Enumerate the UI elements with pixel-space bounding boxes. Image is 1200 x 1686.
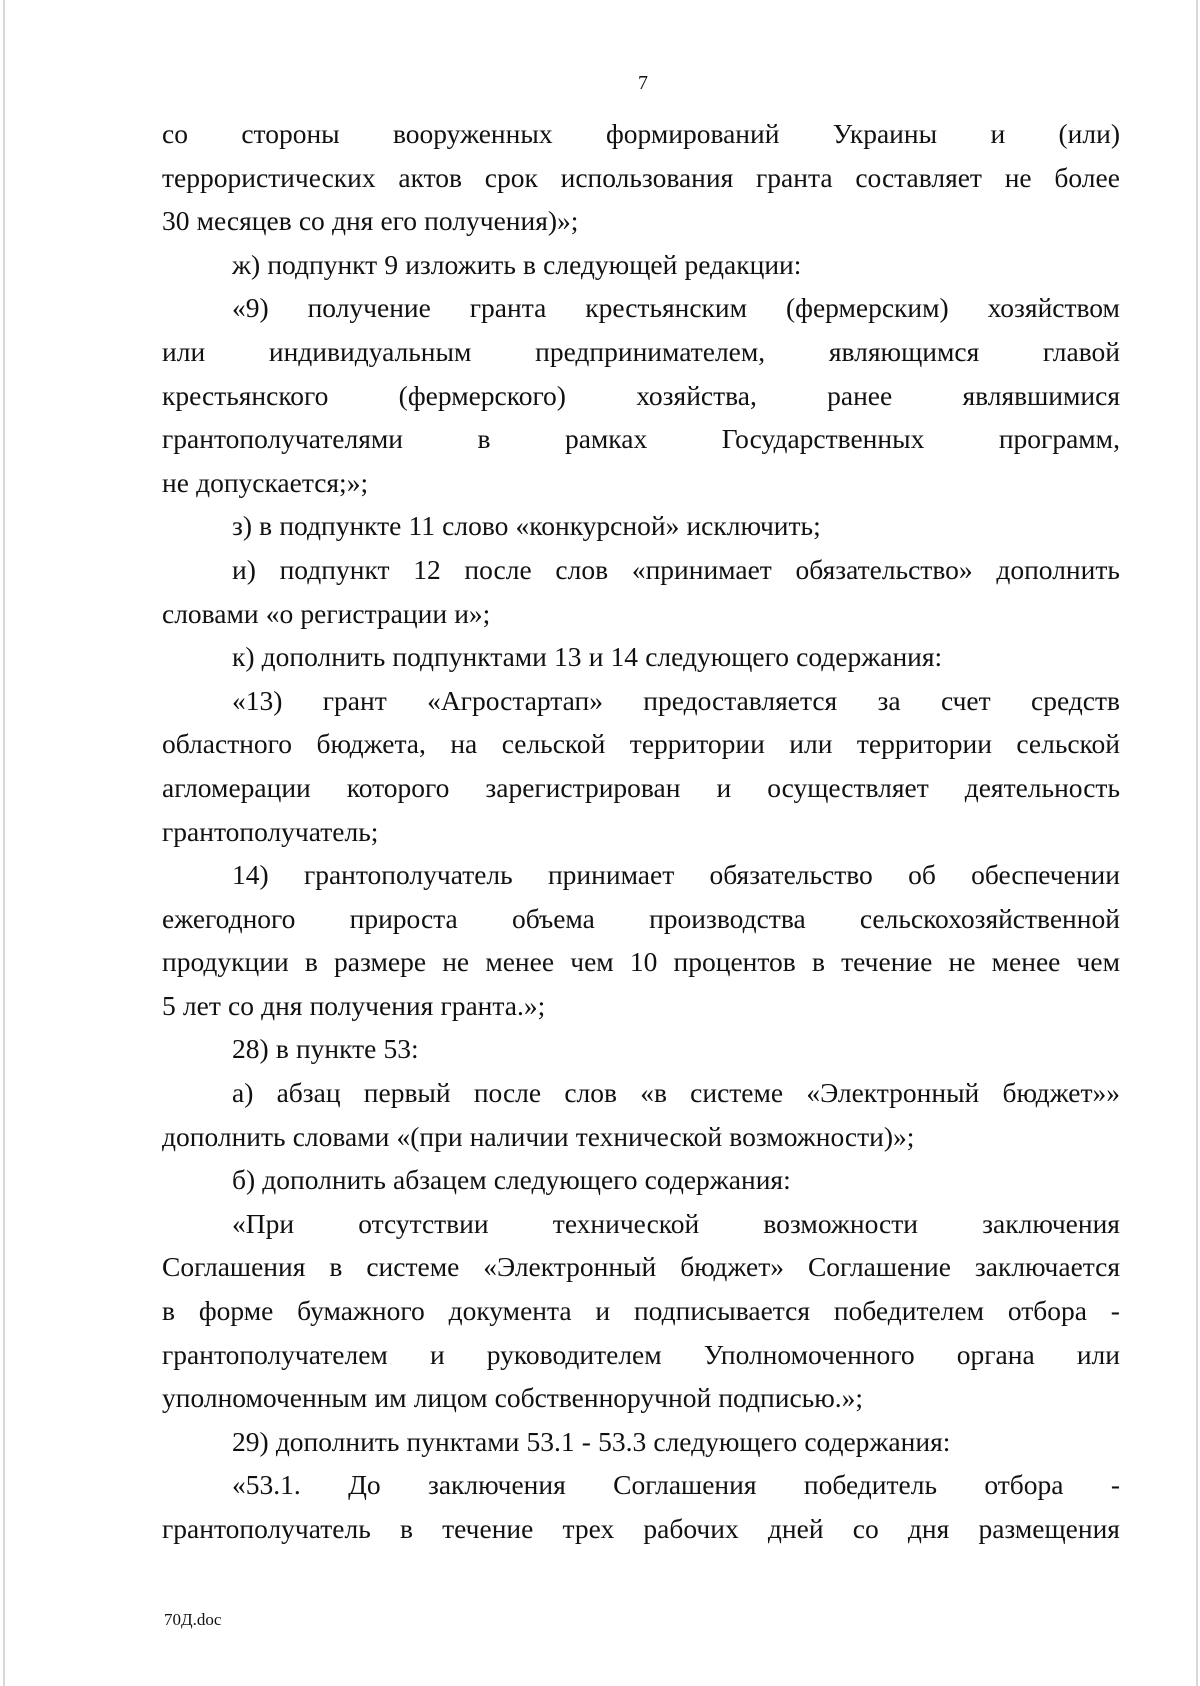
word: сельской [1016, 728, 1120, 760]
word: словами [292, 1120, 390, 1152]
text-line [162, 156, 1120, 200]
word: сельскохозяйственной [859, 902, 1120, 934]
word: дополнить [275, 1425, 400, 1457]
word: возможности [763, 1207, 918, 1239]
text-line [162, 940, 1120, 984]
word: в [523, 248, 537, 280]
text-line [162, 1158, 1120, 1202]
word: абзацем [393, 1164, 487, 1196]
word: содержания: [804, 1425, 951, 1457]
word: пункте [295, 1033, 377, 1065]
word: ежегодного [162, 902, 296, 934]
word: предпринимателем, [535, 335, 766, 367]
word: б) [232, 1164, 256, 1196]
word: Соглашения [162, 1251, 306, 1283]
word: дня [907, 1513, 950, 1544]
word: и [716, 771, 732, 803]
word: размере [334, 946, 427, 978]
word: - [581, 1425, 591, 1457]
word: заключения [427, 1469, 566, 1501]
word: составляет [855, 161, 982, 193]
word: дополнить [162, 1120, 286, 1152]
word: получения [309, 989, 434, 1021]
word: чем [1076, 946, 1120, 978]
word: которого [346, 771, 450, 803]
word: в [477, 423, 491, 455]
word: грантополучатель [162, 1513, 371, 1544]
text-line [162, 853, 1120, 897]
word: на [450, 728, 478, 760]
text-line [162, 1202, 1120, 1246]
word: «о [265, 597, 294, 629]
word: дня [331, 205, 374, 237]
text-line [162, 1115, 1120, 1159]
text-line [162, 112, 1120, 156]
word: лет [182, 989, 221, 1021]
text-line [162, 330, 1120, 374]
word: 53.1 [526, 1425, 575, 1457]
word: 14 [610, 641, 639, 673]
word: дня [261, 989, 303, 1021]
word: дополнить [261, 641, 386, 673]
word: 11 [408, 510, 436, 542]
word: обеспечении [971, 859, 1120, 891]
text-line [162, 548, 1120, 592]
text-line [162, 461, 1120, 505]
text-line [162, 722, 1120, 766]
word: ж) [232, 248, 261, 280]
word: подпункт [267, 248, 378, 280]
word: после [464, 553, 532, 585]
word: со [227, 989, 254, 1021]
word: террористических [162, 161, 376, 193]
text-line [162, 810, 1120, 854]
word: в [259, 510, 273, 542]
word: ранее [827, 379, 893, 411]
word: актов [398, 161, 462, 193]
word: не [948, 946, 976, 978]
word: слов [555, 553, 609, 585]
text-line [162, 417, 1120, 461]
word: «53.1. [232, 1469, 301, 1501]
text-line [162, 243, 1120, 287]
word: руководителем [486, 1338, 662, 1370]
word: органа [956, 1338, 1035, 1370]
word: собственноручной [494, 1382, 712, 1414]
document-body [162, 112, 1120, 1551]
word: регистрации [300, 597, 448, 629]
word: редакции: [684, 248, 802, 280]
word: слово [442, 510, 509, 542]
word: дополнить [262, 1164, 386, 1196]
word: «9) [232, 292, 269, 324]
word: со [852, 1513, 879, 1544]
text-line [162, 1463, 1120, 1507]
word: программ, [998, 423, 1120, 455]
word: и [588, 641, 604, 673]
word: принимает [547, 859, 675, 891]
text-line [162, 984, 1120, 1028]
word: не [1004, 161, 1032, 193]
word: рабочих [643, 1513, 739, 1544]
word: главой [1042, 335, 1120, 367]
word: 13 [554, 641, 582, 673]
word: являющимся [828, 335, 980, 367]
word: системе [366, 1251, 460, 1283]
word: а) [232, 1077, 254, 1109]
text-line [162, 1507, 1120, 1551]
word: срок [484, 161, 538, 193]
word: обязательство» [795, 553, 973, 585]
word: «Электронный [483, 1251, 657, 1283]
word: производства [649, 902, 806, 934]
scan-edge-right [1196, 0, 1198, 1686]
word: отбора [1007, 1295, 1087, 1327]
word: отбора [984, 1469, 1064, 1501]
word: победителем [833, 1295, 985, 1327]
word: изложить [405, 248, 516, 280]
text-line [162, 1027, 1120, 1071]
word: Государственных [721, 423, 925, 455]
word: не [442, 946, 470, 978]
word: бумажного [297, 1295, 425, 1327]
text-line [162, 1245, 1120, 1289]
word: гранта [469, 292, 547, 324]
word: со [298, 205, 325, 237]
word: Уполномоченного [703, 1338, 915, 1370]
word: подписывается [633, 1295, 810, 1327]
word: его [380, 205, 418, 237]
word: слов [564, 1077, 617, 1109]
word: «принимает [631, 553, 772, 585]
word: Украины [832, 118, 938, 149]
word: месяцев [196, 205, 292, 237]
word: в [162, 1295, 175, 1327]
word: использования [560, 161, 734, 193]
word: гранта [756, 161, 833, 193]
word: 12 [413, 553, 441, 585]
word: До [348, 1469, 381, 1501]
word: грантополучателем [162, 1338, 388, 1370]
word: прироста [349, 902, 458, 934]
word: бюджет»» [1002, 1077, 1120, 1109]
word: течение [841, 946, 933, 978]
text-line [162, 199, 1120, 243]
word: за [877, 684, 901, 716]
word: к) [232, 641, 255, 673]
word: объема [511, 902, 595, 934]
word: 30 [162, 205, 190, 237]
word: или [1076, 1338, 1120, 1370]
word: форме [198, 1295, 274, 1327]
text-line [162, 897, 1120, 941]
text-line [162, 286, 1120, 330]
word: обязательство [709, 859, 873, 891]
word: сельской [501, 728, 606, 760]
word: допускается;»; [196, 466, 369, 498]
word: (или) [1058, 118, 1120, 149]
word: счет [940, 684, 991, 716]
word: пунктами [406, 1425, 520, 1457]
word: менее [485, 946, 555, 978]
word: - [1110, 1295, 1120, 1327]
word: трех [562, 1513, 615, 1544]
word: индивидуальным [268, 335, 472, 367]
word: з) [232, 510, 253, 542]
word: словами [162, 597, 259, 629]
word: - [1110, 1469, 1120, 1501]
word: в [811, 946, 825, 978]
word: исключить; [686, 510, 821, 542]
word: грантополучатель; [162, 815, 379, 847]
word: Соглашение [807, 1251, 951, 1283]
word: уполномоченным [162, 1382, 368, 1414]
word: 5 [162, 989, 176, 1021]
word: технической [552, 1207, 700, 1239]
word: территории [856, 728, 992, 760]
scan-edge-left [3, 0, 5, 1686]
word: рамках [564, 423, 648, 455]
text-line [162, 1289, 1120, 1333]
page-number: 7 [638, 72, 648, 94]
word: областного [162, 728, 293, 760]
word: «13) [232, 684, 283, 716]
text-line [162, 504, 1120, 548]
word: «(при [396, 1120, 463, 1152]
word: им [374, 1382, 407, 1414]
word: «Агростартап» [427, 684, 603, 716]
word: подпункте [279, 510, 402, 542]
word: 29) [232, 1425, 269, 1457]
text-line [162, 766, 1120, 810]
word: 10 [629, 946, 658, 978]
word: следующего [493, 1164, 638, 1196]
word: получение [307, 292, 431, 324]
word: или [789, 728, 833, 760]
word: дополнить [996, 553, 1120, 585]
word: или [162, 335, 206, 367]
word: течение [442, 1513, 534, 1544]
word: менее [991, 946, 1061, 978]
word: грант [322, 684, 387, 716]
word: размещения [978, 1513, 1120, 1544]
word: деятельность [964, 771, 1120, 803]
word: крестьянского [162, 379, 329, 411]
word: первый [363, 1077, 451, 1109]
word: «конкурсной» [515, 510, 680, 542]
word: являвшимися [962, 379, 1120, 411]
word: осуществляет [767, 771, 929, 803]
word: дней [767, 1513, 824, 1544]
text-line [162, 1376, 1120, 1420]
word: следующей [543, 248, 678, 280]
word: заключения [982, 1207, 1120, 1239]
word: предоставляется [643, 684, 838, 716]
word: наличии [469, 1120, 569, 1152]
word: содержания: [796, 641, 943, 673]
text-line [162, 1420, 1120, 1464]
text-line [162, 679, 1120, 723]
word: подпункт [279, 553, 390, 585]
text-line [162, 1333, 1120, 1377]
word: и) [232, 553, 256, 585]
word: лицом [413, 1382, 488, 1414]
word: территории [629, 728, 765, 760]
word: хозяйства, [636, 379, 757, 411]
word: (фермерского) [398, 379, 566, 411]
word: в [399, 1513, 413, 1544]
text-line [162, 635, 1120, 679]
word: 53.3 [598, 1425, 647, 1457]
word: после [473, 1077, 542, 1109]
word: стороны [241, 118, 340, 149]
word: 53: [383, 1033, 419, 1065]
word: технической [575, 1120, 723, 1152]
word: бюджета, [316, 728, 426, 760]
word: «Электронный [806, 1077, 980, 1109]
word: (фермерским) [785, 292, 949, 324]
word: грантополучатель [303, 859, 513, 891]
word: возможности)»; [729, 1120, 915, 1152]
footer-filename: 70Д.doc [164, 1610, 222, 1629]
word: процентов [673, 946, 796, 978]
word: хозяйством [987, 292, 1120, 324]
word: агломерации [162, 771, 311, 803]
word: заключается [974, 1251, 1120, 1283]
word: содержания: [644, 1164, 791, 1196]
word: со [162, 118, 188, 149]
word: «в [640, 1077, 667, 1109]
word: Соглашения [613, 1469, 757, 1501]
word: вооруженных [393, 118, 553, 149]
word: в [304, 946, 318, 978]
word: и [990, 118, 1006, 149]
word: не [162, 466, 189, 498]
word: и [595, 1295, 611, 1327]
word: «При [232, 1207, 295, 1239]
word: и»; [454, 597, 491, 629]
word: грантополучателями [162, 423, 403, 455]
word: об [908, 859, 936, 891]
word: следующего [645, 641, 789, 673]
word: следующего [653, 1425, 798, 1457]
word: продукции [162, 946, 289, 978]
word: более [1054, 161, 1120, 193]
word: формирований [605, 118, 780, 149]
word: бюджет» [680, 1251, 784, 1283]
word: гранта.»; [440, 989, 546, 1021]
text-line [162, 1071, 1120, 1115]
word: победитель [803, 1469, 937, 1501]
word: документа [448, 1295, 572, 1327]
word: системе [690, 1077, 784, 1109]
word: 28) [232, 1033, 269, 1065]
word: отсутствии [358, 1207, 489, 1239]
word: в [275, 1033, 289, 1065]
word: средств [1030, 684, 1120, 716]
text-line [162, 374, 1120, 418]
word: подпунктами [392, 641, 547, 673]
word: в [329, 1251, 343, 1283]
word: 14) [232, 859, 269, 891]
word: зарегистрирован [485, 771, 681, 803]
word: получения)»; [424, 205, 579, 237]
word: чем [570, 946, 614, 978]
text-line [162, 592, 1120, 636]
word: 9 [384, 248, 399, 280]
word: и [429, 1338, 445, 1370]
word: крестьянским [585, 292, 748, 324]
word: подписью.»; [718, 1382, 864, 1414]
word: абзац [276, 1077, 341, 1109]
